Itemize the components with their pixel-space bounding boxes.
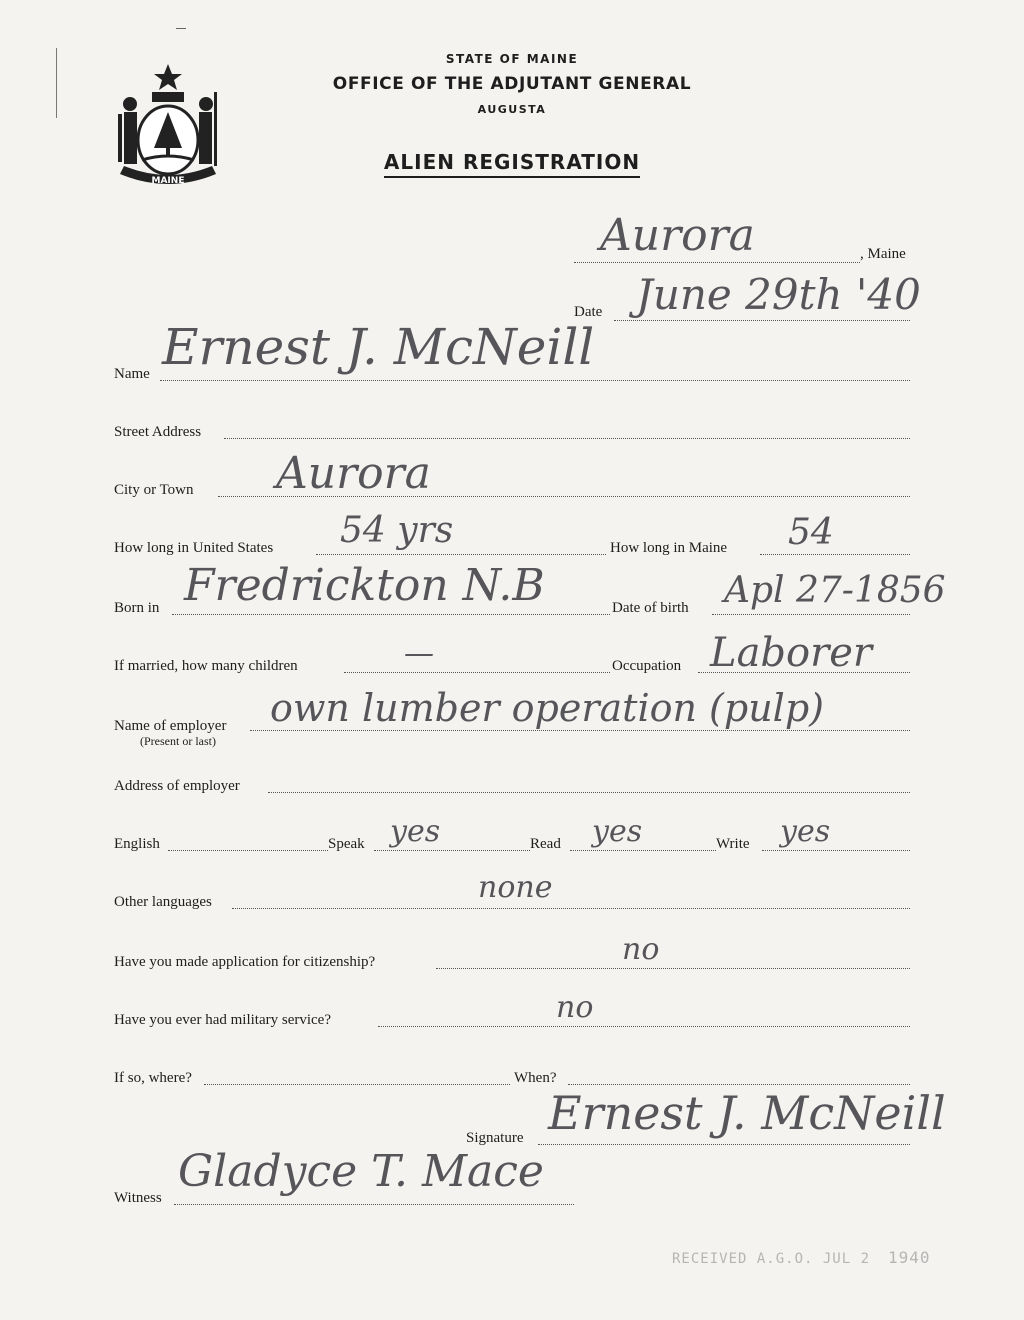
city-entry: Aurora [276,448,431,499]
city-label: City or Town [114,482,194,498]
header-city: AUGUSTA [477,103,547,116]
english-label: English [114,836,160,852]
name-label: Name [114,366,150,382]
town-line [574,262,860,263]
employer-address-label: Address of employer [114,778,240,794]
write-label: Write [716,836,750,852]
born-in-label: Born in [114,600,160,616]
read-label: Read [530,836,561,852]
margin-pencil-mark-top [176,28,186,29]
read-line [570,850,716,851]
employer-line [250,730,910,731]
born-in-line [172,614,610,615]
citizenship-entry: no [622,932,660,967]
seal-ribbon-text: MAINE [151,176,185,186]
children-label: If married, how many children [114,658,298,674]
street-address-label: Street Address [114,424,202,440]
signature-label: Signature [466,1130,524,1146]
employer-address-line [268,792,910,793]
header-office: OFFICE OF THE ADJUTANT GENERAL [332,74,692,94]
military-line [378,1026,910,1027]
how-long-maine-line [760,554,910,555]
citizenship-line [436,968,910,969]
how-long-us-label: How long in United States [114,540,274,556]
other-languages-line [232,908,910,909]
witness-label: Witness [114,1190,162,1206]
when-line [568,1084,910,1085]
street-address-line [224,438,910,439]
citizenship-label: Have you made application for citizenship? [114,954,376,970]
dob-label: Date of birth [612,600,689,616]
write-line [762,850,910,851]
form-title-text: ALIEN REGISTRATION [384,150,640,178]
when-label: When? [514,1070,557,1086]
name-line [160,380,910,381]
employer-label: Name of employer [114,718,227,734]
children-line [344,672,610,673]
date-entry: June 29th '40 [636,270,921,319]
military-entry: no [556,990,594,1025]
how-long-us-line [316,554,606,555]
name-entry: Ernest J. McNeill [162,318,595,376]
military-label: Have you ever had military service? [114,1012,331,1028]
where-label: If so, where? [114,1070,192,1086]
signature-entry: Ernest J. McNeill [548,1086,946,1140]
how-long-us-entry: 54 yrs [340,510,454,551]
how-long-maine-label: How long in Maine [610,540,728,556]
employer-sub-label: (Present or last) [140,734,216,748]
received-stamp-text: RECEIVED A.G.O. JUL 2 [672,1251,871,1267]
where-line [204,1084,510,1085]
witness-line [174,1204,574,1205]
town-entry: Aurora [600,210,755,261]
how-long-maine-entry: 54 [788,512,834,553]
town-suffix-label: , Maine [860,246,906,262]
children-entry: — [404,636,434,671]
employer-entry: own lumber operation (pulp) [270,686,824,730]
received-stamp [672,1248,931,1267]
write-entry: yes [780,814,831,849]
form-title [0,150,1024,174]
speak-entry: yes [390,814,441,849]
date-line [614,320,910,321]
speak-line [374,850,530,851]
dob-line [712,614,910,615]
received-stamp-year: 1940 [888,1248,931,1267]
speak-label: Speak [328,836,365,852]
occupation-label: Occupation [612,658,682,674]
dob-entry: Apl 27-1856 [724,570,946,611]
witness-entry: Gladyce T. Mace [178,1146,544,1197]
occupation-entry: Laborer [710,630,873,676]
header-state: STATE OF MAINE [445,52,579,66]
read-entry: yes [592,814,643,849]
english-line [168,850,328,851]
other-languages-label: Other languages [114,894,212,910]
signature-line [538,1144,910,1145]
date-label: Date [574,304,603,320]
born-in-entry: Fredrickton N.B [184,560,545,611]
other-languages-entry: none [478,870,553,905]
